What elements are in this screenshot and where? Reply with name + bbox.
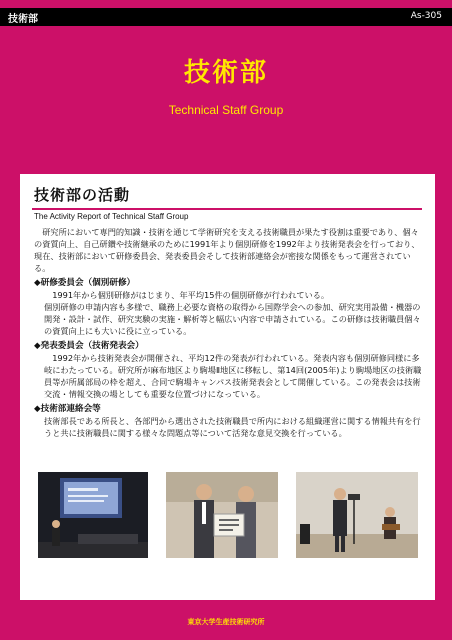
item-line: 個別研修の申請内容も多様で、職務上必要な資格の取得から国際学会への参加、研究実用設備・機器の開発・設計・試作、研究実験の実施・解析等と幅広い内容で申請されている。この研修は技術職員個々の資質向上にも大いに役に立っている。 [44, 302, 421, 336]
dept-label: 技術部 [8, 14, 38, 25]
intro-paragraph: 研究所において専門的知識・技術を通じて学術研究を支える技術職員が果たす役割は重要であり、個々の資質向上、自己研鑽や技術継承のために1991年より個別研修を1992年より技術発表会を行っており、現在、技術部において研修委員会、発表委員会そして技術部連絡会が密接な関係をもって運営されている。 [34, 227, 420, 273]
music-performance-photo-icon [296, 472, 418, 558]
footer-text: 東京大学生産技術研究所 [187, 618, 265, 626]
item-line: 1991年から個別研修がはじまり、年平均15件の個別研修が行われている。 [52, 290, 330, 300]
body-text [34, 226, 424, 439]
item-line: 1992年から技術発表会が開催され、平均12件の発表が行われている。発表内容も個別研修同様に多岐にわたっている。研究所が麻布地区より駒場Ⅱ地区に移転し、第14回(2005年)より駒場地区の技術職員等が所属部局の枠を超え、合同で駒場キャンパス技術発表会として開催している。この発表会は技術交流・情報交換の場としても重要な位置づけになっている。 [44, 353, 422, 399]
section-subtitle: The Activity Report of Technical Staff Group [34, 212, 189, 221]
page-code: As-305 [410, 11, 442, 21]
hero-title: 技術部 [183, 58, 268, 88]
photo-row [38, 472, 418, 560]
content-panel [20, 174, 435, 600]
section-title: 技術部の活動 [34, 186, 131, 204]
item-line: 技術部長である所長と、各部門から選出された技術職員で所内における組織運営に関する情報共有を行うと共に技術職員に関する様々な問題点等について活発な意見交換を行っている。 [44, 416, 421, 438]
hero-subtitle: Technical Staff Group [168, 103, 284, 117]
top-bar [0, 8, 452, 26]
item-title-presentation: ◆発表委員会（技術発表会） [34, 341, 144, 351]
presentation-photo-icon [38, 472, 148, 558]
award-photo-icon [166, 472, 278, 558]
item-title-training: ◆研修委員会（個別研修） [34, 278, 136, 288]
section-divider [32, 208, 422, 210]
item-title-liaison: ◆技術部連絡会等 [34, 404, 101, 414]
